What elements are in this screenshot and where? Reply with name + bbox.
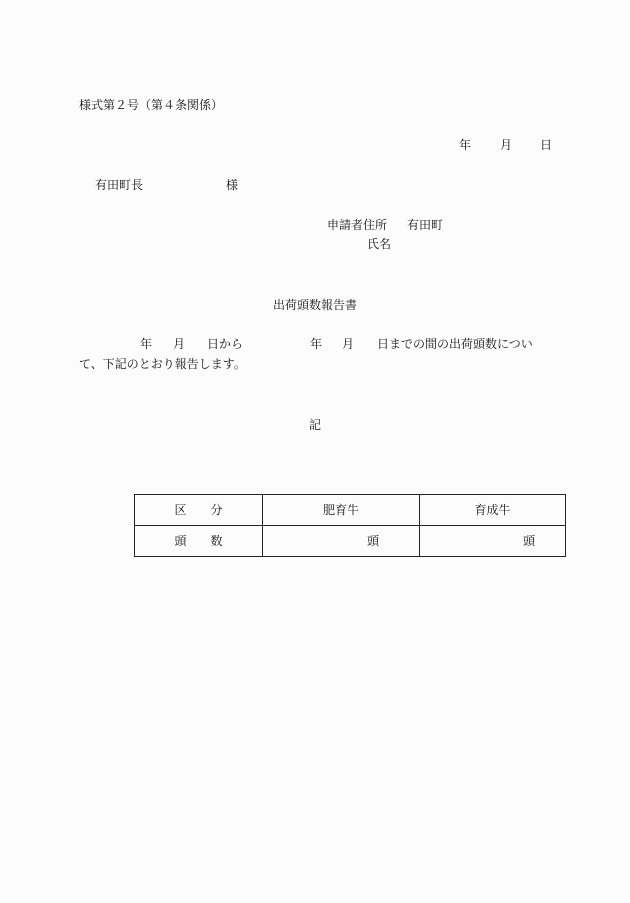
applicant-address-label: 申請者住所 — [327, 218, 388, 232]
row-label-head-count: 頭 数 — [135, 526, 263, 557]
header-category: 区 分 — [135, 495, 263, 526]
applicant-name-label: 氏名 — [367, 237, 392, 251]
report-date — [0, 138, 630, 152]
from-month-label: 月 — [173, 337, 186, 351]
table-header-row — [135, 495, 566, 526]
addressee-honorific: 様 — [226, 178, 239, 192]
to-year-label: 年 — [310, 337, 323, 351]
from-year-label: 年 — [140, 337, 153, 351]
fattening-cattle-count-cell: 頭 — [263, 526, 420, 557]
date-day-label: 日 — [540, 138, 553, 152]
addressee-name: 有田町長 — [95, 178, 144, 192]
report-period-line — [0, 337, 630, 351]
from-day-label: 日から — [207, 337, 244, 351]
shipment-count-table — [134, 494, 566, 557]
table-row — [135, 526, 566, 557]
applicant-address-value: 有田町 — [407, 218, 444, 232]
growing-cattle-count-cell: 頭 — [420, 526, 566, 557]
report-statement: て、下記のとおり報告します。 — [79, 357, 246, 371]
header-growing-cattle: 育成牛 — [420, 495, 566, 526]
record-heading: 記 — [308, 418, 321, 432]
document-title: 出荷頭数報告書 — [272, 298, 357, 312]
to-day-text: 日までの間の出荷頭数につい — [377, 337, 533, 351]
header-fattening-cattle: 肥育牛 — [263, 495, 420, 526]
form-number: 様式第２号（第４条関係） — [79, 98, 224, 112]
to-month-label: 月 — [342, 337, 355, 351]
date-month-label: 月 — [500, 138, 513, 152]
date-year-label: 年 — [459, 138, 472, 152]
